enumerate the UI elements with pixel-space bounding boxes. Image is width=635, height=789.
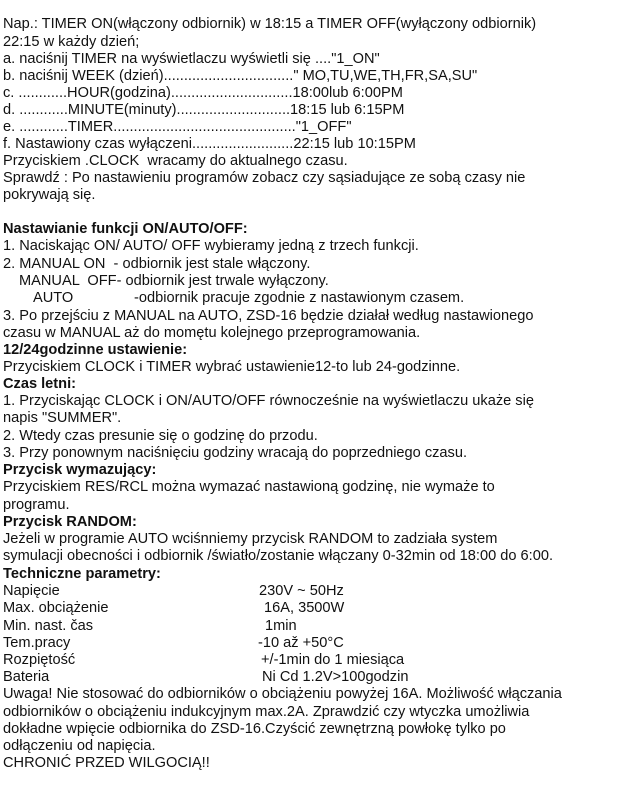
tech-value: 1min xyxy=(265,618,297,634)
tech-key: Tem.pracy xyxy=(3,635,71,651)
tech-value: Ni Cd 1.2V>100godzin xyxy=(262,669,409,685)
reset-text-2: programu. xyxy=(3,497,70,513)
step-c: c. ............HOUR(godzina)..............................18:00lub 6:00PM xyxy=(3,85,403,101)
step-b: b. naciśnij WEEK (dzień)................................" MO,TU,WE,TH,FR,SA,SU" xyxy=(3,68,478,84)
reset-text-1: Przyciskiem RES/RCL można wymazać nastawioną godzinę, nie wymaże to xyxy=(3,479,495,495)
mode-heading: 12/24godzinne ustawienie: xyxy=(3,342,188,358)
summer-heading: Czas letni: xyxy=(3,376,76,392)
clock-return-note: Przyciskiem .CLOCK wracamy do aktualnego czasu. xyxy=(3,153,348,169)
onauto-item-2: 2. MANUAL ON - odbiornik jest stale włączony. xyxy=(3,256,311,272)
tech-value: 230V ~ 50Hz xyxy=(259,583,344,599)
tech-value: +/-1min do 1 miesiąca xyxy=(261,652,405,668)
tech-key: Rozpiętość xyxy=(3,652,76,668)
mode-text: Przyciskiem CLOCK i TIMER wybrać ustawienie12-to lub 24-godzinne. xyxy=(3,359,461,375)
step-e: e. ............TIMER............................................."1_OFF" xyxy=(3,119,352,135)
step-a: a. naciśnij TIMER na wyświetlaczu wyświetli się ...."1_ON" xyxy=(3,51,380,67)
onauto-item-3a: 3. Po przejściu z MANUAL na AUTO, ZSD-16 będzie działał według nastawionego xyxy=(3,308,534,324)
onauto-auto-key: AUTO xyxy=(33,290,74,306)
step-d: d. ............MINUTE(minuty)............................18:15 lub 6:15PM xyxy=(3,102,405,118)
warning-line-4: odłączeniu od napięcia. xyxy=(3,738,156,754)
warning-line-5: CHRONIĆ PRZED WILGOCIĄ!! xyxy=(3,755,210,771)
summer-item-1a: 1. Przyciskając CLOCK i ON/AUTO/OFF równocześnie na wyświetlaczu ukaże się xyxy=(3,393,534,409)
random-heading: Przycisk RANDOM: xyxy=(3,514,137,530)
summer-item-3: 3. Przy ponownym naciśnięciu godziny wracają do poprzedniego czasu. xyxy=(3,445,468,461)
reset-heading: Przycisk wymazujący: xyxy=(3,462,157,478)
warning-line-3: dokładne wpięcie odbiornika do ZSD-16.Czyścić zewnętrzną powłokę tylko po xyxy=(3,721,506,737)
tech-heading: Techniczne parametry: xyxy=(3,566,161,582)
summer-item-2: 2. Wtedy czas presunie się o godzinę do przodu. xyxy=(3,428,318,444)
tech-value: -10 až +50°C xyxy=(258,635,344,651)
onauto-auto-value: -odbiornik pracuje zgodnie z nastawionym czasem. xyxy=(134,290,465,306)
check-note-2: pokrywają się. xyxy=(3,187,96,203)
summer-item-1b: napis "SUMMER". xyxy=(3,410,122,426)
intro-line-2: 22:15 w każdy dzień; xyxy=(3,34,140,50)
intro-line-1: Nap.: TIMER ON(włączony odbiornik) w 18:15 a TIMER OFF(wyłączony odbiornik) xyxy=(3,16,537,32)
random-text-1: Jeżeli w programie AUTO wciśnniemy przycisk RANDOM to zadziała system xyxy=(3,531,498,547)
onauto-item-3b: czasu w MANUAL aż do momętu kolejnego przeprogramowania. xyxy=(3,325,421,341)
step-f: f. Nastawiony czas wyłączeni.........................22:15 lub 10:15PM xyxy=(3,136,416,152)
warning-line-1: Uwaga! Nie stosować do odbiorników o obciążeniu powyżej 16A. Możliwość włączania xyxy=(3,686,562,702)
random-text-2: symulacji obecności i odbiornik /światło/zostanie włączany 0-32min od 18:00 do 6:00. xyxy=(3,548,553,564)
tech-key: Min. nast. čas xyxy=(3,618,94,634)
warning-line-2: odbiorników o obciążeniu indukcyjnym max.2A. Zprawdzić czy wtyczka umożliwia xyxy=(3,704,530,720)
tech-key: Napięcie xyxy=(3,583,60,599)
onauto-heading: Nastawianie funkcji ON/AUTO/OFF: xyxy=(3,221,248,237)
tech-key: Bateria xyxy=(3,669,50,685)
tech-value: 16A, 3500W xyxy=(264,600,345,616)
tech-key: Max. obciążenie xyxy=(3,600,109,616)
onauto-item-1: 1. Naciskając ON/ AUTO/ OFF wybieramy jedną z trzech funkcji. xyxy=(3,238,419,254)
check-note-1: Sprawdź : Po nastawieniu programów zobacz czy sąsiadujące ze sobą czasy nie xyxy=(3,170,526,186)
onauto-item-2b: MANUAL OFF- odbiornik jest trwale wyłączony. xyxy=(19,273,329,289)
